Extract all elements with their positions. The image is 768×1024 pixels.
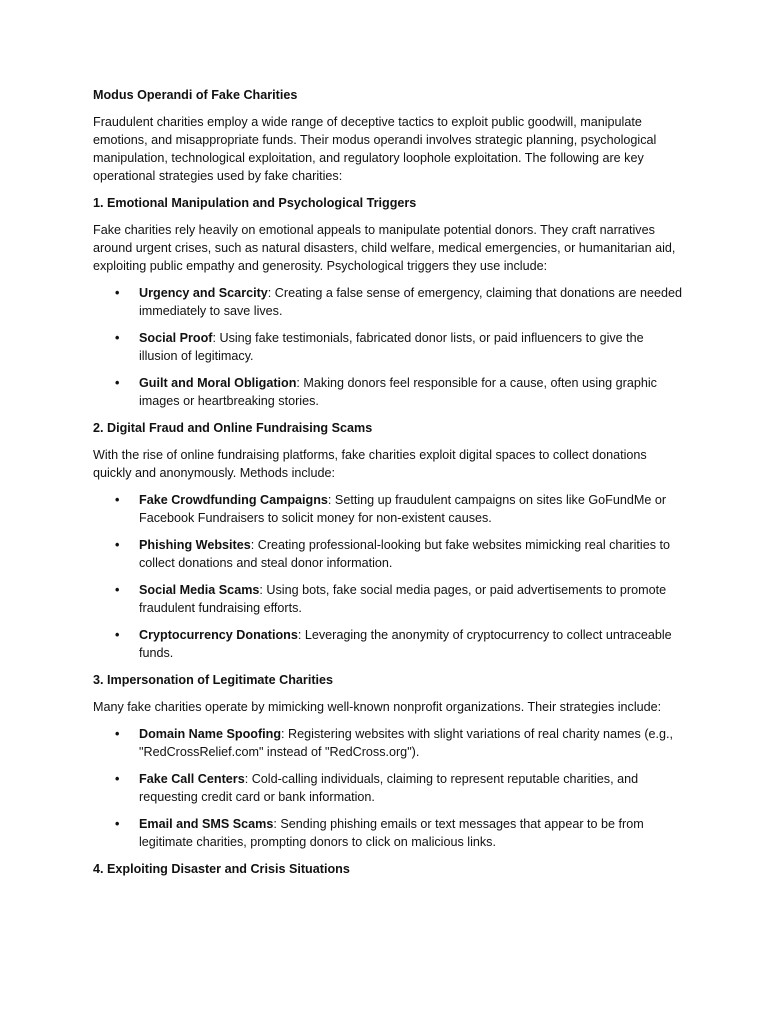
list-item — [93, 374, 683, 410]
list-item-term: Email and SMS Scams — [139, 817, 274, 831]
list-item — [93, 815, 683, 851]
list-item-text: : Using bots, fake social media pages, or paid advertisements to promote fraudulent fundraising efforts. — [139, 583, 667, 615]
list-item-text: : Creating professional-looking but fake websites mimicking real charities to collect donations and steal donor information. — [139, 538, 671, 570]
list-item — [93, 770, 683, 806]
list-item-term: Domain Name Spoofing — [139, 727, 282, 741]
section-body-2: With the rise of online fundraising platforms, fake charities exploit digital spaces to collect donations quickly and anonymously. Methods include: — [93, 448, 647, 480]
list-item-term: Phishing Websites — [139, 538, 251, 552]
bullet-icon: • — [115, 286, 120, 300]
bullet-icon: • — [115, 817, 120, 831]
bullet-icon: • — [115, 583, 120, 597]
section-body-1: Fake charities rely heavily on emotional appeals to manipulate potential donors. They craft narratives around urgent crises, such as natural disasters, child welfare, medical emergencies, or humanitarian aid, exploiting public empathy and generosity. Psychological triggers they use include: — [93, 223, 676, 273]
list-item — [93, 284, 683, 320]
list-item-term: Guilt and Moral Obligation — [139, 376, 297, 390]
list-item — [93, 491, 683, 527]
bullet-icon: • — [115, 493, 120, 507]
list-item — [93, 329, 683, 365]
list-item-term: Social Media Scams — [139, 583, 260, 597]
bullet-icon: • — [115, 628, 120, 642]
list-item-term: Cryptocurrency Donations — [139, 628, 298, 642]
list-item-term: Urgency and Scarcity — [139, 286, 268, 300]
document-page — [93, 86, 683, 887]
list-item-term: Fake Crowdfunding Campaigns — [139, 493, 328, 507]
section-heading-4: 4. Exploiting Disaster and Crisis Situations — [93, 862, 350, 876]
bullet-icon: • — [115, 727, 120, 741]
bullet-icon: • — [115, 331, 120, 345]
list-item — [93, 536, 683, 572]
intro-paragraph: Fraudulent charities employ a wide range of deceptive tactics to exploit public goodwill, manipulate emotions, and misappropriate funds. Their modus operandi involves strategic planning, psychological manipulation, technological exploitation, and regulatory loophole exploitation. The following are key operational strategies used by fake charities: — [93, 115, 657, 183]
section-heading-3: 3. Impersonation of Legitimate Charities — [93, 673, 334, 687]
section-heading-1: 1. Emotional Manipulation and Psychological Triggers — [93, 196, 417, 210]
bullet-list-3 — [93, 725, 683, 851]
document-title: Modus Operandi of Fake Charities — [93, 88, 298, 102]
list-item-text: : Making donors feel responsible for a cause, often using graphic images or heartbreaking stories. — [139, 376, 657, 408]
list-item-text: : Setting up fraudulent campaigns on sites like GoFundMe or Facebook Fundraisers to solicit money for non-existent causes. — [139, 493, 667, 525]
list-item — [93, 725, 683, 761]
list-item — [93, 581, 683, 617]
list-item-text: : Cold-calling individuals, claiming to represent reputable charities, and requesting credit card or bank information. — [139, 772, 639, 804]
list-item-text: : Sending phishing emails or text messages that appear to be from legitimate charities, prompting donors to click on malicious links. — [139, 817, 644, 849]
list-item-text: : Creating a false sense of emergency, claiming that donations are needed immediately to save lives. — [139, 286, 683, 318]
list-item — [93, 626, 683, 662]
section-body-3: Many fake charities operate by mimicking well-known nonprofit organizations. Their strategies include: — [93, 700, 662, 714]
bullet-icon: • — [115, 376, 120, 390]
bullet-icon: • — [115, 772, 120, 786]
section-heading-2: 2. Digital Fraud and Online Fundraising Scams — [93, 421, 373, 435]
list-item-text: : Leveraging the anonymity of cryptocurrency to collect untraceable funds. — [139, 628, 672, 660]
bullet-list-1 — [93, 284, 683, 410]
list-item-text: : Registering websites with slight variations of real charity names (e.g., "RedCrossRelief.com" instead of "RedCross.org"). — [139, 727, 674, 759]
list-item-term: Fake Call Centers — [139, 772, 245, 786]
list-item-term: Social Proof — [139, 331, 213, 345]
bullet-icon: • — [115, 538, 120, 552]
list-item-text: : Using fake testimonials, fabricated donor lists, or paid influencers to give the illusion of legitimacy. — [139, 331, 644, 363]
bullet-list-2 — [93, 491, 683, 662]
